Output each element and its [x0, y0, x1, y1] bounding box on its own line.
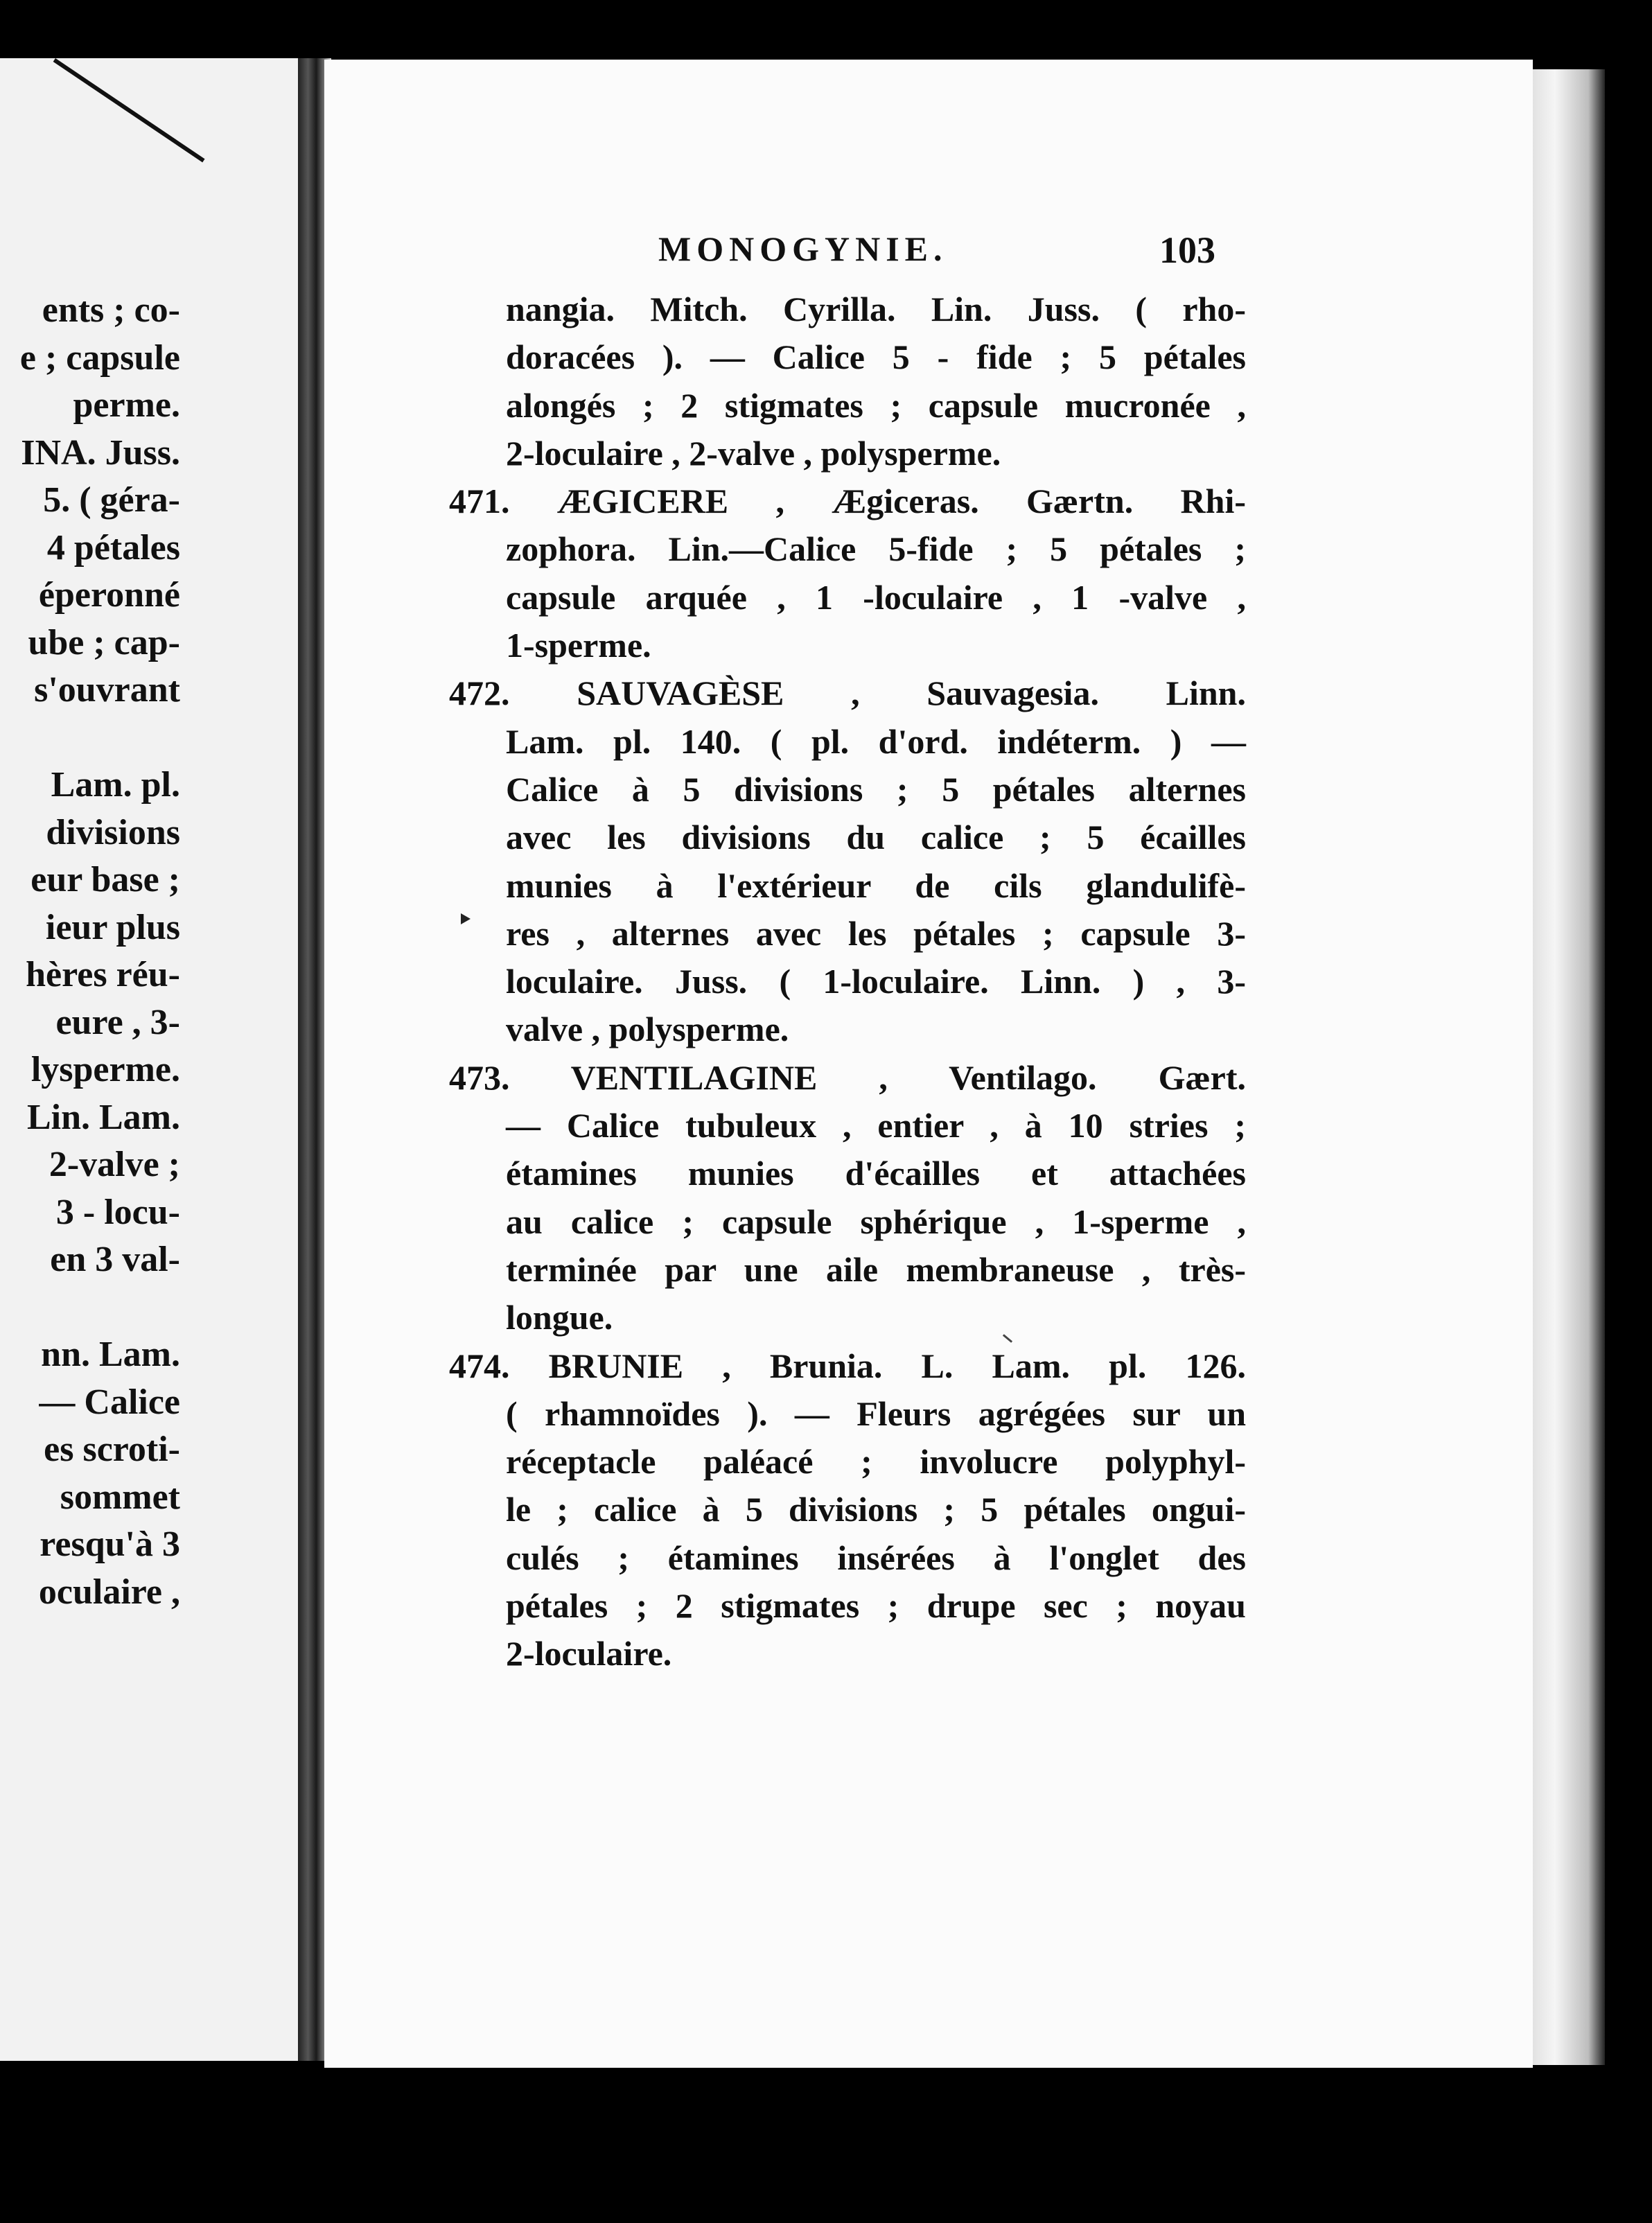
left-line: en 3 val- — [50, 1240, 180, 1279]
text-line: capsule arquée , 1 -loculaire , 1 -valve , — [506, 577, 1246, 617]
text-line: zophora. Lin.—Calice 5-fide ; 5 pétales ; — [506, 529, 1246, 569]
left-line: sommet — [60, 1477, 180, 1517]
left-line: Lin. Lam. — [26, 1097, 180, 1137]
left-line: s'ouvrant — [34, 670, 180, 710]
text-line: longue. — [506, 1298, 613, 1337]
left-line: divisions — [46, 812, 180, 852]
left-line: ents ; co- — [42, 290, 180, 330]
text-line: le ; calice à 5 divisions ; 5 pétales ongui- — [506, 1490, 1246, 1529]
left-line — [0, 1284, 180, 1332]
entry-heading: 474. BRUNIE , Brunia. L. Lam. pl. 126. — [449, 1346, 1246, 1385]
folded-corner — [53, 58, 205, 162]
left-line: ube ; cap- — [28, 622, 180, 662]
text-line: 1-sperme. — [506, 626, 651, 665]
page-text — [449, 285, 1246, 1678]
text-line: valve , polysperme. — [506, 1010, 789, 1049]
left-line — [0, 714, 180, 762]
text-line: Lam. pl. 140. ( pl. d'ord. indéterm. ) — — [506, 721, 1246, 761]
entry-heading: 471. ÆGICERE , Ægiceras. Gærtn. Rhi- — [449, 482, 1246, 521]
left-line: 3 - locu- — [55, 1192, 180, 1232]
text-line: res , alternes avec les pétales ; capsule 3- — [506, 913, 1246, 953]
left-line: Lam. pl. — [51, 765, 180, 805]
left-line: éperonné — [38, 575, 180, 615]
text-line: 2-loculaire. — [506, 1634, 672, 1673]
page-number: 103 — [1159, 229, 1215, 271]
entry-heading: 472. SAUVAGÈSE , Sauvagesia. Linn. — [449, 674, 1246, 713]
left-line: 4 pétales — [46, 527, 180, 568]
previous-page-fragment — [0, 58, 309, 2061]
margin-pointer-mark — [461, 913, 471, 924]
text-line: terminée par une aile membraneuse , très- — [506, 1249, 1246, 1289]
left-line: — Calice — [39, 1382, 180, 1422]
entry-473 — [449, 1054, 1246, 1342]
entry-472 — [449, 669, 1246, 1053]
left-line: eure , 3- — [55, 1002, 180, 1042]
text-line: pétales ; 2 stigmates ; drupe sec ; noyau — [506, 1586, 1246, 1626]
left-line: eur base ; — [30, 860, 180, 899]
text-line: — Calice tubuleux , entier , à 10 stries ; — [506, 1106, 1246, 1145]
left-line: hères réu- — [26, 955, 180, 994]
text-line: alongés ; 2 stigmates ; capsule mucronée , — [506, 385, 1246, 425]
text-line: loculaire. Juss. ( 1-loculaire. Linn. ) , 3- — [506, 962, 1246, 1001]
left-line: ieur plus — [45, 907, 180, 947]
text-line: ( rhamnoïdes ). — Fleurs agrégées sur un — [506, 1394, 1246, 1433]
entry-heading: 473. VENTILAGINE , Ventilago. Gært. — [449, 1057, 1246, 1097]
left-line: INA. Juss. — [21, 432, 180, 473]
left-line: 5. ( géra- — [43, 480, 180, 520]
running-title: MONOGYNIE. — [658, 229, 948, 268]
left-line: es scroti- — [44, 1430, 180, 1469]
left-bottom-line — [0, 1675, 180, 1723]
left-line: 2-valve ; — [49, 1145, 180, 1184]
previous-page-text — [0, 287, 180, 1723]
text-line: 2-loculaire , 2-valve , polysperme. — [506, 433, 1001, 473]
text-line: au calice ; capsule sphérique , 1-sperme , — [506, 1202, 1246, 1241]
left-line: perme. — [73, 385, 180, 425]
text-line: avec les divisions du calice ; 5 écailles — [506, 818, 1246, 857]
page-edge — [1522, 69, 1605, 2065]
left-line: lysperme. — [30, 1050, 180, 1089]
left-line: resqu'à 3 — [39, 1525, 180, 1564]
text-line: réceptacle paléacé ; involucre polyphyl- — [506, 1442, 1246, 1482]
left-line: e ; capsule — [19, 337, 180, 378]
left-line: nn. Lam. — [41, 1335, 180, 1374]
text-line: munies à l'extérieur de cils glandulifè- — [506, 866, 1246, 905]
running-head — [658, 229, 1240, 270]
text-line: Calice à 5 divisions ; 5 pétales alternes — [506, 769, 1246, 809]
entry-471 — [449, 477, 1246, 669]
text-line: doracées ). — Calice 5 - fide ; 5 pétales — [506, 337, 1246, 377]
text-line: nangia. Mitch. Cyrilla. Lin. Juss. ( rho- — [506, 290, 1246, 328]
text-line: étamines munies d'écailles et attachées — [506, 1154, 1246, 1193]
entry-continuation — [449, 285, 1246, 477]
text-line: culés ; étamines insérées à l'onglet des — [506, 1538, 1246, 1577]
entry-474 — [449, 1342, 1246, 1678]
left-line: oculaire , — [38, 1572, 180, 1612]
